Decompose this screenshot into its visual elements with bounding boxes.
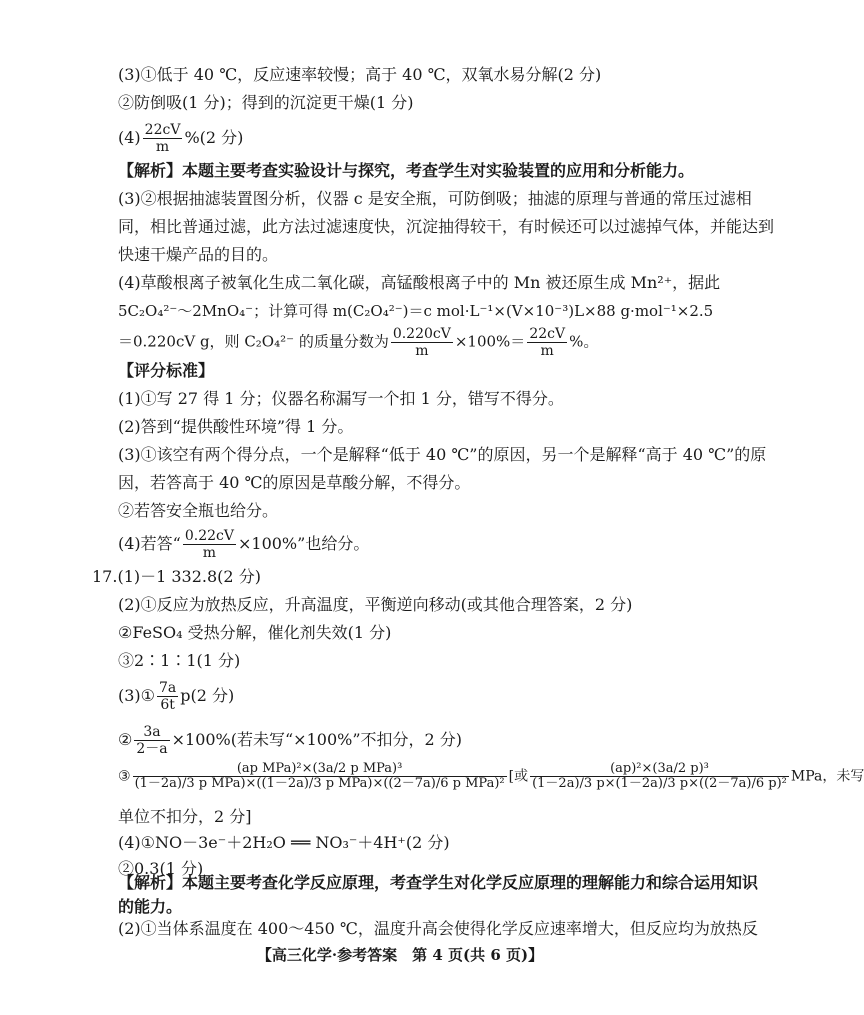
answer-16-4-prefix: (4) [118, 128, 141, 147]
answer-17-3-3-marker: ③ [118, 768, 131, 785]
kp-expression [133, 762, 507, 791]
analysis-16-line-3: 快速干燥产品的目的。 [118, 245, 279, 264]
mass-fraction-prefix: ＝0.220cV g，则 C₂O₄²⁻ 的质量分数为 [118, 332, 389, 351]
analysis-17-line-1: (2)①当体系温度在 400～450 ℃，温度升高会使得化学反应速率增大，但反应均为放热反 [118, 919, 758, 938]
grading-line-3: (3)①该空有两个得分点，一个是解释“低于 40 ℃”的原因，另一个是解释“高于 40 ℃”的原 [118, 445, 767, 464]
answer-17-2-2: ②FeSO₄ 受热分解，催化剂失效(1 分) [118, 623, 392, 642]
numerator: 7a [159, 680, 177, 696]
analysis-16-line-2: 同，相比普通过滤，此方法过滤速度快，沉淀抽得较干，有时候还可以过滤掉气体，并能达到 [118, 217, 775, 236]
grading-line-5: ②若答安全瓶也给分。 [118, 501, 279, 520]
mass-fraction-mid: ×100%＝ [454, 332, 526, 351]
answer-17-3-1-suffix: p(2 分) [180, 686, 235, 705]
answer-17-3-2-suffix: ×100%(若未写“×100%”不扣分，2 分) [171, 730, 463, 749]
mass-fraction-suffix: %。 [569, 332, 599, 351]
kp-alt-expression [530, 762, 789, 791]
analysis-intro: 本题主要考查实验设计与探究，考查学生对实验装置的应用和分析能力。 [182, 161, 695, 180]
grading-line-6-prefix: (4)若答“ [118, 534, 181, 553]
analysis-heading-16 [118, 160, 694, 182]
answer-17-3-1-prefix: (3)① [118, 686, 156, 705]
kp-alt-denominator: (1－2a)/3 p×(1－2a)/3 p×((2－7a)/6 p)² [532, 776, 787, 791]
answer-16-3-1: (3)①低于 40 ℃，反应速率较慢；高于 40 ℃，双氧水易分解(2 分) [118, 65, 602, 84]
answer-17-4-2: ②0.3(1 分) [118, 859, 204, 878]
analysis-heading-17 [118, 872, 758, 894]
kp-numerator: (ap MPa)²×(3a/2 p MPa)³ [133, 762, 507, 777]
fraction-22cV-m [527, 326, 567, 359]
fraction-0220cV-m [391, 326, 453, 359]
grading-line-1: (1)①写 27 得 1 分；仪器名称漏写一个扣 1 分，错写不得分。 [118, 389, 564, 408]
denominator: m [415, 343, 429, 359]
answer-17-3-3-tail: 单位不扣分，2 分] [118, 807, 252, 826]
answer-17-4-1: (4)①NO－3e⁻＋2H₂O ══ NO₃⁻＋4H⁺(2 分) [118, 833, 450, 852]
answer-17-3-2-prefix: ② [118, 730, 133, 749]
analysis-16-line-6 [118, 326, 598, 359]
fraction-022cV-m [183, 528, 236, 561]
analysis-heading-17-cont: 的能力。 [118, 897, 183, 916]
denominator: 2－a [136, 741, 168, 757]
analysis-tag: 【解析】 [118, 161, 183, 180]
answer-17-2-3: ③2∶1∶1(1 分) [118, 651, 241, 670]
grading-line-6-suffix: ×100%”也给分。 [237, 534, 370, 553]
denominator: 6t [160, 697, 175, 713]
numerator: 3a [134, 724, 169, 741]
kp-alt-suffix: MPa，未写 [790, 768, 864, 785]
denominator: m [202, 545, 217, 561]
numerator: 0.22cV [184, 528, 234, 544]
grading-line-6 [118, 528, 369, 561]
answer-17-2-1: (2)①反应为放热反应，升高温度，平衡逆向移动(或其他合理答案，2 分) [118, 595, 633, 614]
answer-16-3-2: ②防倒吸(1 分)；得到的沉淀更干燥(1 分) [118, 93, 414, 112]
fraction-22cV-m [143, 122, 183, 155]
analysis-16-line-1: (3)②根据抽滤装置图分析，仪器 c 是安全瓶，可防倒吸；抽滤的原理与普通的常压过滤相 [118, 189, 752, 208]
denominator: m [155, 139, 170, 155]
answer-16-4 [118, 122, 243, 155]
answer-16-4-suffix: %(2 分) [184, 128, 244, 147]
kp-alt-numerator: (ap)²×(3a/2 p)³ [530, 762, 789, 777]
numerator: 0.220cV [392, 326, 451, 342]
answer-17-3-3 [118, 762, 864, 791]
grading-line-4: 因，若答高于 40 ℃的原因是草酸分解，不得分。 [118, 473, 471, 492]
numerator: 22cV [529, 326, 566, 342]
grading-title: 【评分标准】 [118, 361, 215, 380]
fraction-3a-2-a [134, 724, 169, 757]
answer-17-3-2 [118, 724, 462, 757]
answer-17-1: 17.(1)－1 332.8(2 分) [92, 567, 261, 586]
kp-alt-prefix: [或 [508, 768, 529, 785]
answer-17-3-1 [118, 680, 234, 713]
analysis-16-line-4: (4)草酸根离子被氧化生成二氧化碳，高锰酸根离子中的 Mn 被还原生成 Mn²⁺，据此 [118, 273, 721, 292]
page-footer: 【高三化学·参考答案 第 4 页(共 6 页)】 [256, 946, 544, 964]
analysis-16-line-5: 5C₂O₄²⁻～2MnO₄⁻；计算可得 m(C₂O₄²⁻)＝c mol·L⁻¹×(V×10⁻³)L×88 g·mol⁻¹×2.5 [118, 302, 714, 320]
numerator: 22cV [144, 122, 181, 138]
analysis-intro: 本题主要考查化学反应原理，考查学生对化学反应原理的理解能力和综合运用知识 [182, 873, 759, 892]
analysis-tag: 【解析】 [118, 873, 183, 892]
fraction-7a-6t [157, 680, 178, 713]
grading-line-2: (2)答到“提供酸性环境”得 1 分。 [118, 417, 354, 436]
denominator: m [540, 343, 554, 359]
kp-denominator: (1－2a)/3 p MPa)×((1－2a)/3 p MPa)×((2－7a)/6 p MPa)² [134, 776, 505, 791]
